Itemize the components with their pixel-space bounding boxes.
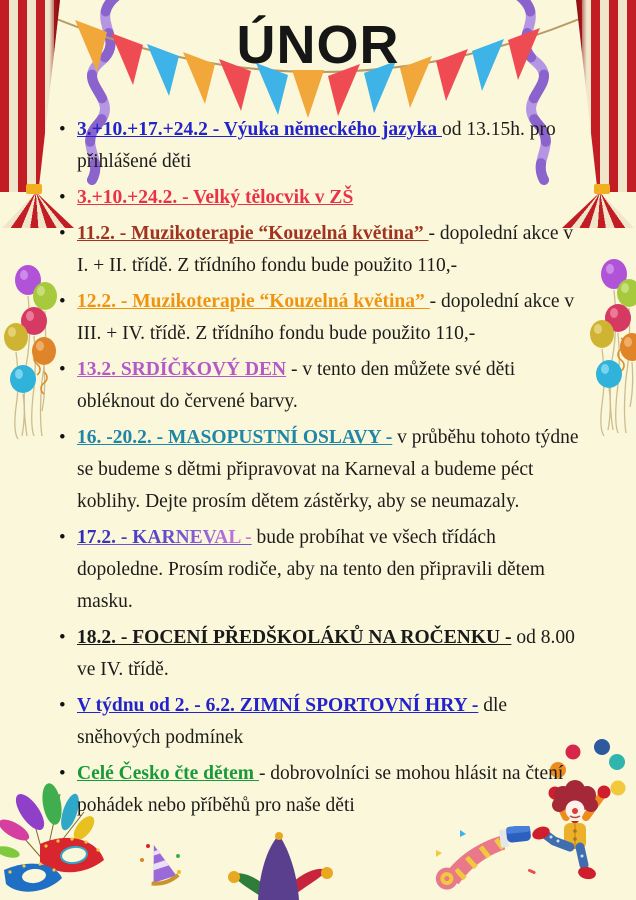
- balloon-cluster-left-icon: [0, 252, 62, 442]
- list-item: [58, 522, 582, 618]
- event-detail: od 13.15h. pro přihlášené děti: [77, 119, 556, 172]
- page-title: ÚNOR: [236, 15, 400, 75]
- list-item: [58, 690, 582, 754]
- event-heading: 3.+10.+17.+24.2 - Výuka německého jazyka: [77, 119, 443, 140]
- event-heading: 3.+10.+24.2. - Velký tělocvik v ZŠ: [77, 187, 354, 208]
- list-item: [58, 422, 582, 518]
- event-detail: od 8.00 ve IV. třídě.: [77, 627, 575, 680]
- event-detail: - dobrovolníci se mohou hlásit na čtení pohádek nebo příběhů pro naše děti: [77, 763, 564, 816]
- event-heading: 17.2. - KARNEVAL -: [77, 527, 252, 548]
- list-item: [58, 218, 582, 282]
- list-item: [58, 286, 582, 350]
- list-item: [58, 758, 582, 822]
- event-heading: 11.2. - Muzikoterapie “Kouzelná květina”: [77, 223, 429, 244]
- event-detail: v průběhu tohoto týdne se budeme s dětmi připravovat na Karneval a budeme péct koblihy. Dejte prosím dětem zástěrky, aby se neumazaly.: [77, 427, 579, 512]
- event-heading: 13.2. SRDÍČKOVÝ DEN: [77, 359, 287, 380]
- balloon-cluster-right-icon: [574, 246, 636, 436]
- event-detail: - dopolední akce v I. + II. třídě. Z třídního fondu bude použito 110,-: [77, 223, 574, 276]
- event-heading: Celé Česko čte dětem: [77, 763, 259, 784]
- list-item: [58, 114, 582, 178]
- event-heading: 18.2. - FOCENÍ PŘEDŠKOLÁKŮ NA ROČENKU -: [77, 627, 512, 648]
- party-hat-icon: [138, 840, 182, 888]
- list-item: [58, 622, 582, 686]
- list-item: [58, 354, 582, 418]
- curtain-tie-right-icon: [594, 184, 610, 194]
- event-detail: bude probíhat ve všech třídách dopoledne. Prosím rodiče, aby na tento den připravili dětem masku.: [77, 527, 545, 612]
- event-list: [58, 114, 582, 826]
- event-detail: - dopolední akce v III. + IV. třídě. Z třídního fondu bude použito 110,-: [77, 291, 575, 344]
- list-item: [58, 182, 582, 214]
- jester-hat-icon: [226, 832, 334, 900]
- event-heading: 12.2. - Muzikoterapie “Kouzelná květina”: [77, 291, 430, 312]
- event-heading: 16. -20.2. - MASOPUSTNÍ OSLAVY -: [77, 427, 393, 448]
- event-detail: - v tento den můžete své děti obléknout do červené barvy.: [77, 359, 516, 412]
- event-detail: dle sněhových podmínek: [77, 695, 508, 748]
- event-heading: V týdnu od 2. - 6.2. ZIMNÍ SPORTOVNÍ HRY -: [77, 695, 479, 716]
- curtain-tie-left-icon: [26, 184, 42, 194]
